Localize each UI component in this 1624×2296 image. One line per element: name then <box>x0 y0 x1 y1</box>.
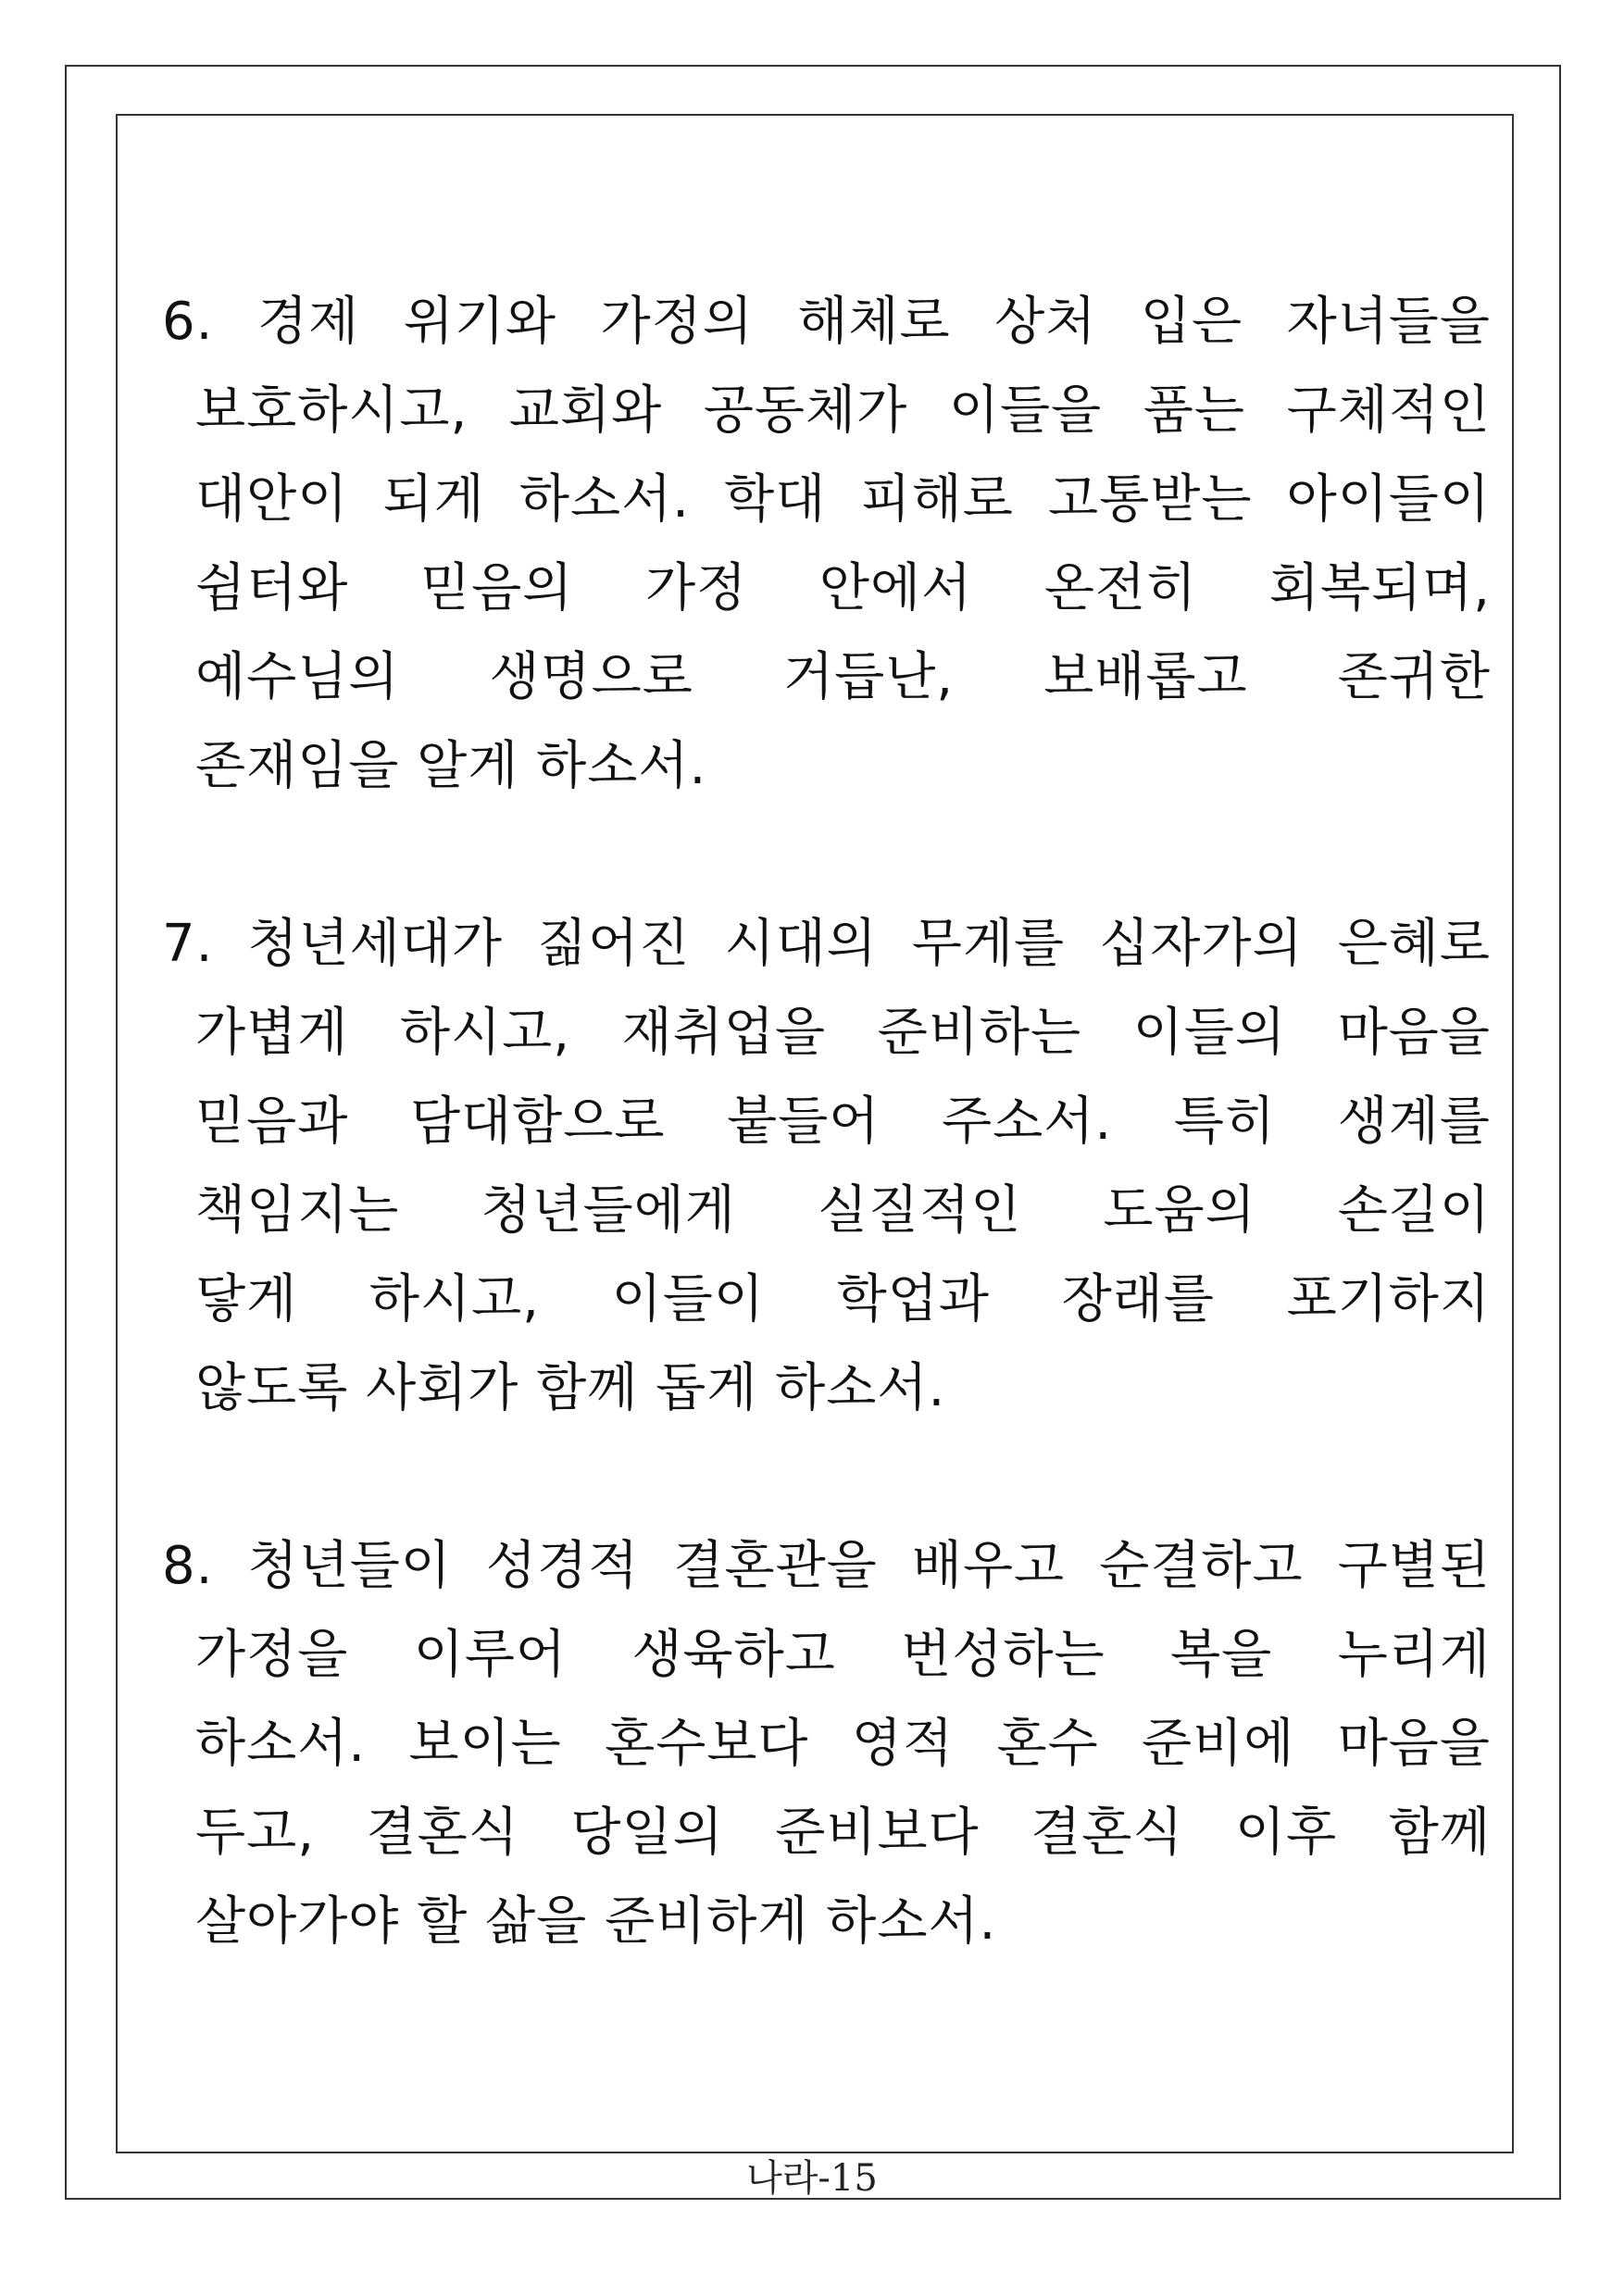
prayer-line: 살아가야 할 삶을 준비하게 하소서. <box>195 1891 997 1952</box>
prayer-item-7 <box>162 900 1491 1433</box>
prayer-line: 책임지는 청년들에게 실질적인 도움의 손길이 <box>195 1180 1491 1241</box>
prayer-line: 두고, 결혼식 당일의 준비보다 결혼식 이후 함께 <box>195 1803 1491 1863</box>
prayer-line: 존재임을 알게 하소서. <box>195 736 707 796</box>
prayer-line: 보호하시고, 교회와 공동체가 이들을 품는 구체적인 <box>195 381 1491 441</box>
prayer-item-6 <box>162 278 1491 811</box>
prayer-line: 믿음과 담대함으로 붙들어 주소서. 특히 생계를 <box>195 1092 1491 1152</box>
page-number: 나라-15 <box>746 2157 878 2200</box>
prayer-line: 대안이 되게 하소서. 학대 피해로 고통받는 아이들이 <box>195 469 1491 530</box>
prayer-line: 7. 청년세대가 짊어진 시대의 무게를 십자가의 은혜로 <box>162 914 1491 974</box>
prayer-list <box>162 278 1491 2055</box>
prayer-line: 하소서. 보이는 혼수보다 영적 혼수 준비에 마음을 <box>195 1714 1491 1774</box>
prayer-line: 쉼터와 믿음의 가정 안에서 온전히 회복되며, <box>195 558 1491 618</box>
prayer-line: 8. 청년들이 성경적 결혼관을 배우고 순결하고 구별된 <box>162 1536 1491 1596</box>
prayer-line: 가볍게 하시고, 재취업을 준비하는 이들의 마음을 <box>195 1003 1491 1063</box>
prayer-item-8 <box>162 1522 1491 1966</box>
prayer-line: 예수님의 생명으로 거듭난, 보배롭고 존귀한 <box>195 647 1491 707</box>
prayer-line: 가정을 이루어 생육하고 번성하는 복을 누리게 <box>195 1625 1491 1685</box>
prayer-line: 6. 경제 위기와 가정의 해체로 상처 입은 자녀들을 <box>162 292 1491 352</box>
prayer-line: 닿게 하시고, 이들이 학업과 장래를 포기하지 <box>195 1269 1491 1329</box>
prayer-line: 않도록 사회가 함께 돕게 하소서. <box>195 1358 946 1418</box>
